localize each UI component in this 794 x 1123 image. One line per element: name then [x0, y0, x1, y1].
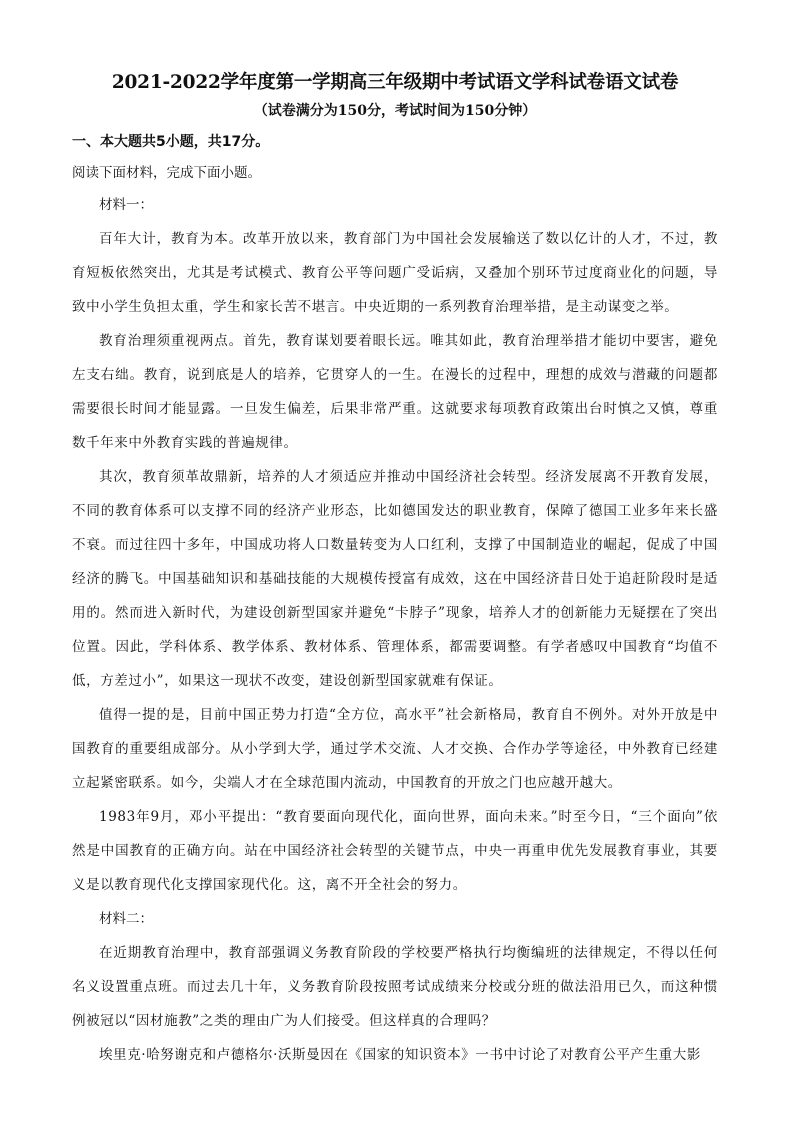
material-one-paragraph-2: 教育治理须重视两点。首先，教育谋划要着眼长远。唯其如此，教育治理举措才能切中要害，避免左支右绌。教育，说到底是人的培养，它贯穿人的一生。在漫长的过程中，理想的成效与潜藏的问题都需要很长时间才能显露。一旦发生偏差，后果非常严重。这就要求每项教育政策出台时慎之又慎，尊重数千年来中外教育实践的普遍规律。 [72, 333, 718, 451]
material-two-paragraph-2: 埃里克·哈努谢克和卢德格尔·沃斯曼因在《国家的知识资本》一书中讨论了对教育公平产生重大影 [99, 1047, 701, 1063]
section-heading: 一、本大题共5小题，共17分。 [72, 134, 270, 150]
material-one-paragraph-4: 值得一提的是，目前中国正势力打造“全方位，高水平”社会新格局，教育自不例外。对外开放是中国教育的重要组成部分。从小学到大学，通过学术交流、人才交换、合作办学等途径，中外教育已经建立起紧密联系。如今，尖端人才在全球范围内流动，中国教育的开放之门也应越开越大。 [72, 707, 718, 791]
material-one-label: 材料一： [99, 197, 153, 213]
reading-instruction: 阅读下面材料，完成下面小题。 [72, 165, 261, 181]
exam-subtitle: （试卷满分为150分，考试时间为150分钟） [253, 103, 537, 119]
material-two-paragraph-1: 在近期教育治理中，教育部强调义务教育阶段的学校要严格执行均衡编班的法律规定，不得以任何名义设置重点班。而过去几十年，义务教育阶段按照考试成绩来分校或分班的做法沿用已久，而这种惯例被冠以“因材施教”之类的理由广为人们接受。但这样真的合理吗？ [72, 945, 718, 1029]
material-one-paragraph-3: 其次，教育须革故鼎新，培养的人才须适应并推动中国经济社会转型。经济发展离不开教育发展，不同的教育体系可以支撑不同的经济产业形态，比如德国发达的职业教育，保障了德国工业多年来长盛不衰。而过往四十多年，中国成功将人口数量转变为人口红利，支撑了中国制造业的崛起，促成了中国经济的腾飞。中国基础知识和基础技能的大规模传授富有成效，这在中国经济昔日处于追赶阶段时是适用的。然而进入新时代，为建设创新型国家并避免“卡脖子”现象，培养人才的创新能力无疑摆在了突出位置。因此，学科体系、教学体系、教材体系、管理体系，都需要调整。有学者感叹中国教育“均值不低，方差过小”，如果这一现状不改变，建设创新型国家就难有保证。 [72, 469, 718, 689]
material-two-label: 材料二： [99, 911, 153, 927]
exam-title: 2021-2022学年度第一学期高三年级期中考试语文学科试卷语文试卷 [111, 72, 679, 93]
material-one-paragraph-5: 1983年9月，邓小平提出：“教育要面向现代化，面向世界，面向未来。”时至今日，“三个面向”依然是中国教育的正确方向。站在中国经济社会转型的关键节点，中央一再重申优先发展教育事业，其要义是以教育现代化支撑国家现代化。这，离不开全社会的努力。 [72, 809, 718, 893]
material-one-paragraph-1: 百年大计，教育为本。改革开放以来，教育部门为中国社会发展输送了数以亿计的人才，不过，教育短板依然突出，尤其是考试模式、教育公平等问题广受诟病，又叠加个别环节过度商业化的问题，导致中小学生负担太重，学生和家长苦不堪言。中央近期的一系列教育治理举措，是主动谋变之举。 [72, 231, 718, 315]
